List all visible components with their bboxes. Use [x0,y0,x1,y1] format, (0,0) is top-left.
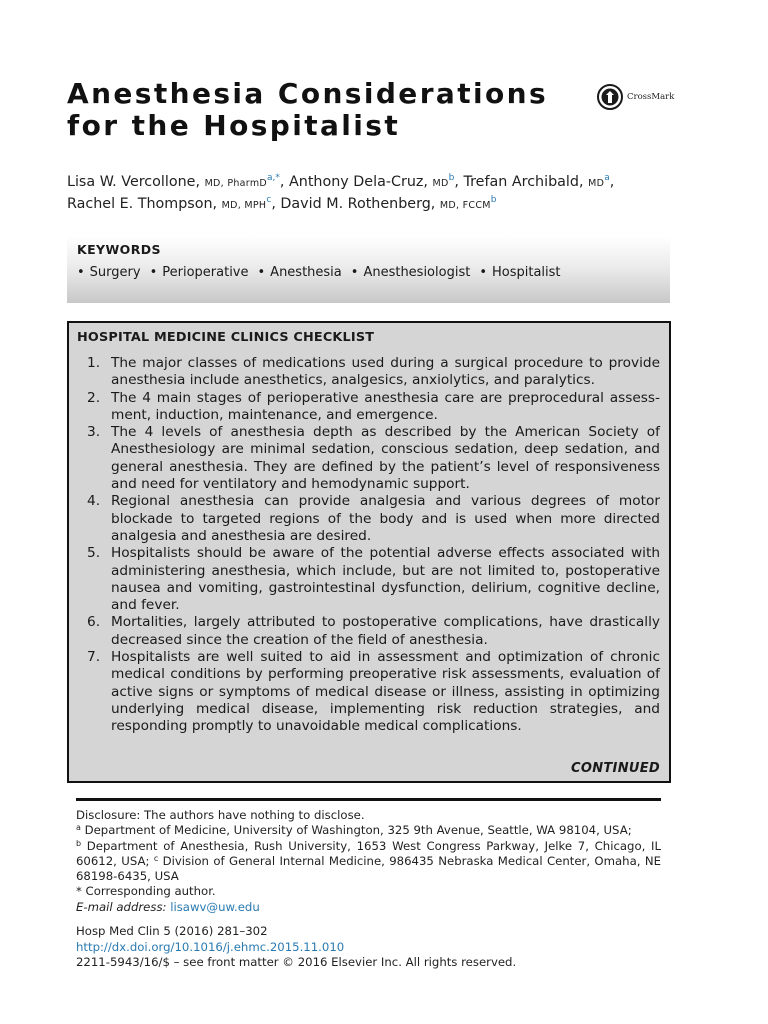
checklist-item [87,390,660,425]
footnotes [76,808,661,915]
author-name: Lisa W. Vercollone, [67,174,201,190]
disclosure-text: Disclosure: The authors have nothing to disclose. [76,808,365,822]
item-number: 6. [87,614,101,631]
author-line-1 [67,172,677,194]
item-text: Regional anesthesia can provide analgesia and various degrees of motor blockade to targeted regions of the body and is used when more directed analgesia and anesthesia are desired. [111,493,660,544]
crossmark-icon [597,84,623,110]
item-text: Mortalities, largely attributed to postoperative complications, have drastically decreased since the creation of the field of anesthesia. [111,614,660,648]
keyword-item: • Perioperative [150,265,249,280]
affiliation-marker[interactable]: c [266,195,272,205]
author-credentials: MD, MPH [221,200,267,211]
checklist-items [87,355,660,736]
email-line [76,900,661,915]
affiliation-a: Department of Medicine, University of Washington, 325 9th Avenue, Seattle, WA 98104, USA; [80,823,632,838]
checklist-item [87,545,660,614]
author-name: , Trefan Archibald, [454,174,584,190]
author-credentials: MD [588,178,605,189]
email-label: E-mail address: [76,899,167,914]
item-text: The 4 main stages of perioperative anesthesia care are preprocedural assessment, induction, maintenance, and emergence. [111,389,660,423]
keyword-item: • Surgery [77,265,141,280]
author-name: , David M. Rothenberg, [271,196,436,212]
author-name: , Anthony Dela-Cruz, [279,174,428,190]
affiliation-marker[interactable]: b [448,173,455,183]
author-credentials: MD, PharmD [204,178,267,189]
author-line-2 [67,194,677,216]
affiliation-marker[interactable]: a [604,173,610,183]
title-line-1: Anesthesia Considerations [67,77,549,110]
keywords-heading: KEYWORDS [77,242,161,257]
author-list [67,172,677,216]
item-text: Hospitalists are well suited to aid in assessment and optimization of chronic medical conditions by performing preoperative risk assessments, evaluation of active signs or symptoms of medical disease or illness, assisting in optimizing underlying medical disease, implementing risk reduction strategies, and responding promptly to unavoidable medical complications. [111,649,660,735]
affiliation-c: Division of General Internal Medicine, 986435 Nebraska Medical Center, Omaha, NE 68198-6435, USA [76,853,661,884]
crossmark-badge[interactable] [597,84,674,110]
item-number: 7. [87,649,101,666]
affiliation-b: Department of Anesthesia, Rush University, 1653 West Congress Parkway, Jelke 7, Chicago, IL 60612, USA; [76,838,661,868]
keyword-item: • Hospitalist [479,265,560,280]
keywords-box [67,236,670,303]
keyword-item: • Anesthesia [258,265,342,280]
author-separator: , [609,174,615,190]
item-number: 2. [87,389,101,406]
article-title [67,78,587,142]
publication-info [76,924,661,971]
keywords-list [77,265,570,280]
checklist-item [87,649,660,735]
title-line-2: for the Hospitalist [67,109,401,142]
author-credentials: MD, FCCM [439,200,491,211]
item-text: The 4 levels of anesthesia depth as described by the American Society of Anesthesiology are minimal sedation, conscious sedation, deep sedation, and general anesthesia. They are defined by the patient’s level of responsiveness and need for ventilatory and hemodynamic support. [111,424,660,493]
author-credentials: MD [432,178,449,189]
copyright-notice: 2211-5943/16/$ – see front matter © 2016 Elsevier Inc. All rights reserved. [76,955,517,969]
email-link[interactable]: lisawv@uw.edu [170,899,260,914]
item-text: Hospitalists should be aware of the potential adverse effects associated with administering anesthesia, which include, but are not limited to, postoperative nausea and vomiting, gastrointestinal dysfunction, delirium, cognitive decline, and fever. [111,545,660,614]
affiliation-marker: c [153,853,159,863]
checklist-item [87,424,660,493]
corresponding-author: * Corresponding author. [76,884,216,899]
affiliations [76,823,661,884]
checklist-item [87,614,660,649]
continued-label: CONTINUED [571,761,660,776]
affiliation-marker: b [76,838,82,848]
author-name: Rachel E. Thompson, [67,196,218,212]
footnote-divider [76,798,661,801]
item-number: 1. [87,355,101,371]
item-text: The major classes of medications used during a surgical procedure to provide anesthesia include anesthetics, analgesics, anxiolytics, and paralytics. [111,355,660,389]
checklist-heading: HOSPITAL MEDICINE CLINICS CHECKLIST [77,330,375,345]
affiliation-marker[interactable]: b [490,195,497,205]
item-number: 3. [87,424,101,441]
item-number: 4. [87,493,101,510]
affiliation-marker: a [76,823,81,833]
affiliation-marker[interactable]: a,* [267,173,280,183]
clinics-checklist-box [67,321,671,783]
journal-citation: Hosp Med Clin 5 (2016) 281–302 [76,924,268,938]
item-number: 5. [87,545,101,562]
doi-link[interactable]: http://dx.doi.org/10.1016/j.ehmc.2015.11.010 [76,939,345,954]
checklist-item [87,355,660,390]
keyword-item: • Anesthesiologist [351,265,471,280]
checklist-item [87,493,660,545]
crossmark-label: CrossMark [627,92,675,102]
